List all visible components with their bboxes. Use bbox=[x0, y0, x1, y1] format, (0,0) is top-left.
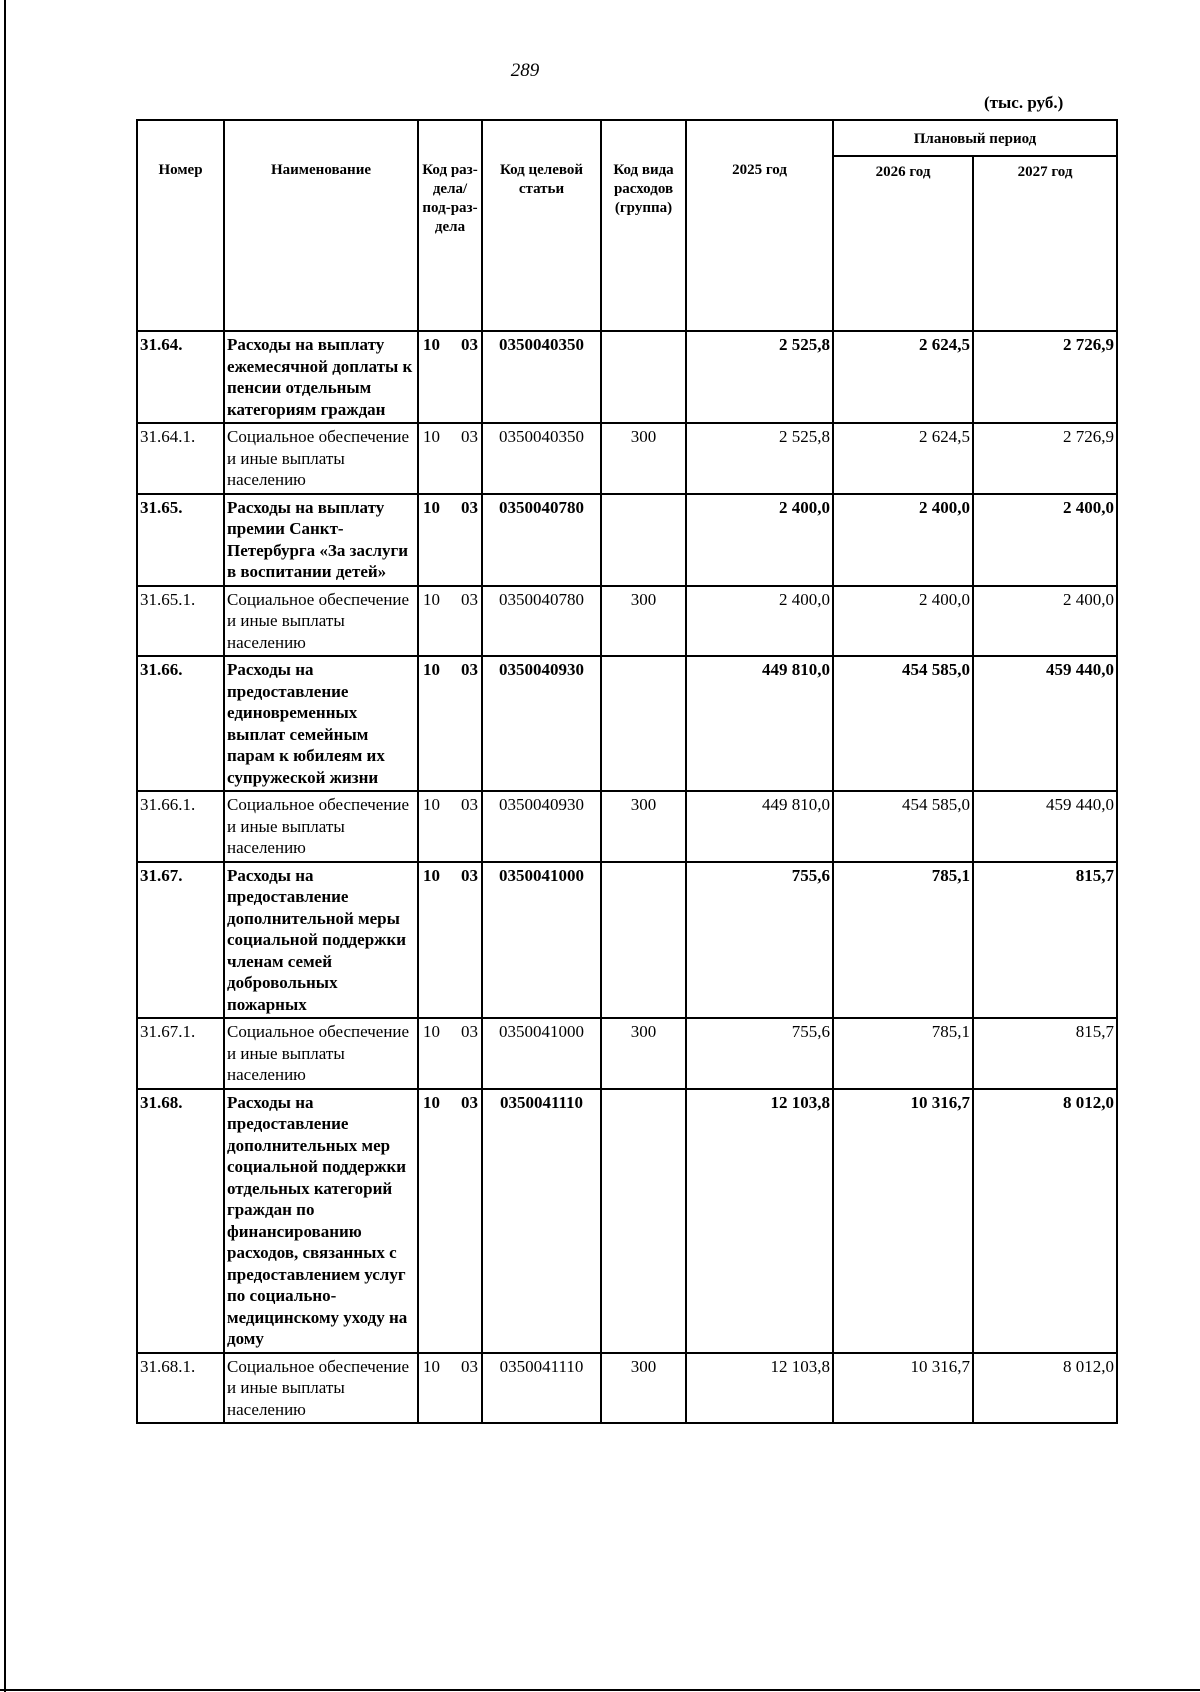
row-subsection-code: 03 bbox=[461, 1092, 478, 1112]
row-section-code: 10 bbox=[423, 1092, 440, 1112]
page-frame-left bbox=[4, 0, 6, 1692]
row-amount-2027: 8 012,0 bbox=[973, 1353, 1117, 1424]
row-expense-type bbox=[601, 862, 686, 1019]
row-name: Расходы на предоставление единовременных выплат семейным парам к юбилеям их супружеской жизни bbox=[224, 656, 418, 791]
header-number: Номер bbox=[137, 120, 224, 331]
table-row bbox=[137, 423, 1117, 494]
row-amount-2025: 12 103,8 bbox=[686, 1089, 833, 1353]
row-expense-type: 300 bbox=[601, 1018, 686, 1089]
row-target-code: 0350041110 bbox=[482, 1353, 601, 1424]
row-section bbox=[418, 586, 482, 657]
table-row bbox=[137, 791, 1117, 862]
row-number: 31.66. bbox=[137, 656, 224, 791]
row-amount-2025: 2 400,0 bbox=[686, 586, 833, 657]
row-subsection-code: 03 bbox=[461, 497, 478, 517]
row-section bbox=[418, 1353, 482, 1424]
table-row bbox=[137, 1353, 1117, 1424]
row-name: Расходы на выплату премии Санкт-Петербурга «За заслуги в воспитании детей» bbox=[224, 494, 418, 586]
row-expense-type bbox=[601, 656, 686, 791]
row-section-code: 10 bbox=[423, 795, 440, 814]
row-expense-type: 300 bbox=[601, 1353, 686, 1424]
row-target-code: 0350040930 bbox=[482, 791, 601, 862]
row-number: 31.65.1. bbox=[137, 586, 224, 657]
row-subsection-code: 03 bbox=[461, 660, 478, 679]
row-subsection-code: 03 bbox=[461, 1356, 478, 1376]
row-amount-2025: 2 525,8 bbox=[686, 423, 833, 494]
row-section-code: 10 bbox=[423, 497, 440, 517]
row-section bbox=[418, 423, 482, 494]
row-amount-2027: 2 400,0 bbox=[973, 494, 1117, 586]
row-expense-type bbox=[601, 494, 686, 586]
page-frame-bottom bbox=[0, 1689, 1200, 1691]
row-amount-2025: 12 103,8 bbox=[686, 1353, 833, 1424]
row-section-code: 10 bbox=[423, 589, 440, 609]
row-expense-type: 300 bbox=[601, 791, 686, 862]
row-section bbox=[418, 656, 482, 791]
row-amount-2027: 459 440,0 bbox=[973, 656, 1117, 791]
row-expense-type: 300 bbox=[601, 423, 686, 494]
row-subsection-code: 03 bbox=[461, 589, 478, 609]
row-section-code: 10 bbox=[423, 335, 440, 354]
row-amount-2026: 785,1 bbox=[833, 1018, 973, 1089]
row-amount-2026: 2 400,0 bbox=[833, 494, 973, 586]
row-amount-2027: 459 440,0 bbox=[973, 791, 1117, 862]
row-amount-2025: 449 810,0 bbox=[686, 656, 833, 791]
row-target-code: 0350040350 bbox=[482, 423, 601, 494]
row-amount-2026: 454 585,0 bbox=[833, 656, 973, 791]
row-number: 31.68.1. bbox=[137, 1353, 224, 1424]
row-amount-2025: 755,6 bbox=[686, 862, 833, 1019]
table-header bbox=[137, 120, 1117, 331]
row-amount-2025: 2 400,0 bbox=[686, 494, 833, 586]
header-year-2026: 2026 год bbox=[833, 156, 973, 331]
row-target-code: 0350040780 bbox=[482, 586, 601, 657]
table-row bbox=[137, 862, 1117, 1019]
budget-table bbox=[136, 119, 1118, 1424]
row-name: Социальное обеспечение и иные выплаты населению bbox=[224, 423, 418, 494]
row-amount-2026: 10 316,7 bbox=[833, 1089, 973, 1353]
row-target-code: 0350040930 bbox=[482, 656, 601, 791]
table-row bbox=[137, 656, 1117, 791]
row-target-code: 0350041000 bbox=[482, 1018, 601, 1089]
row-subsection-code: 03 bbox=[461, 427, 478, 446]
row-section-code: 10 bbox=[423, 660, 440, 679]
row-name: Социальное обеспечение и иные выплаты населению bbox=[224, 1353, 418, 1424]
row-expense-type bbox=[601, 331, 686, 423]
row-number: 31.65. bbox=[137, 494, 224, 586]
header-section-code: Код раз-дела/ под-раз-дела bbox=[418, 120, 482, 331]
row-name: Социальное обеспечение и иные выплаты населению bbox=[224, 1018, 418, 1089]
row-amount-2026: 2 400,0 bbox=[833, 586, 973, 657]
row-section-code: 10 bbox=[423, 865, 440, 885]
table-body bbox=[137, 331, 1117, 1423]
row-name: Расходы на предоставление дополнительной меры социальной поддержки членам семей добровольных пожарных bbox=[224, 862, 418, 1019]
row-subsection-code: 03 bbox=[461, 865, 478, 885]
header-planned-period: Плановый период bbox=[833, 120, 1117, 156]
row-amount-2026: 2 624,5 bbox=[833, 331, 973, 423]
row-amount-2027: 8 012,0 bbox=[973, 1089, 1117, 1353]
row-section bbox=[418, 791, 482, 862]
row-name: Социальное обеспечение и иные выплаты населению bbox=[224, 791, 418, 862]
table-row bbox=[137, 1089, 1117, 1353]
row-name: Расходы на предоставление дополнительных мер социальной поддержки отдельных категорий граждан по финансированию расходов, связанных с предоставлением услуг по социально-медицинскому уходу на дому bbox=[224, 1089, 418, 1353]
row-amount-2027: 2 726,9 bbox=[973, 331, 1117, 423]
row-target-code: 0350040780 bbox=[482, 494, 601, 586]
row-target-code: 0350041110 bbox=[482, 1089, 601, 1353]
row-number: 31.68. bbox=[137, 1089, 224, 1353]
row-amount-2026: 10 316,7 bbox=[833, 1353, 973, 1424]
row-subsection-code: 03 bbox=[461, 1022, 478, 1041]
page-number: 289 bbox=[510, 60, 540, 81]
row-amount-2027: 815,7 bbox=[973, 862, 1117, 1019]
row-amount-2026: 785,1 bbox=[833, 862, 973, 1019]
row-section bbox=[418, 1018, 482, 1089]
row-target-code: 0350040350 bbox=[482, 331, 601, 423]
header-year-2025: 2025 год bbox=[686, 120, 833, 331]
row-amount-2025: 755,6 bbox=[686, 1018, 833, 1089]
table-row bbox=[137, 331, 1117, 423]
row-amount-2027: 815,7 bbox=[973, 1018, 1117, 1089]
table-row bbox=[137, 1018, 1117, 1089]
units-label: (тыс. руб.) bbox=[984, 93, 1064, 112]
table-row bbox=[137, 494, 1117, 586]
row-expense-type bbox=[601, 1089, 686, 1353]
row-section-code: 10 bbox=[423, 427, 440, 446]
row-number: 31.64.1. bbox=[137, 423, 224, 494]
table-row bbox=[137, 586, 1117, 657]
row-name: Расходы на выплату ежемесячной доплаты к пенсии отдельным категориям граждан bbox=[224, 331, 418, 423]
row-name: Социальное обеспечение и иные выплаты населению bbox=[224, 586, 418, 657]
row-amount-2027: 2 726,9 bbox=[973, 423, 1117, 494]
row-number: 31.64. bbox=[137, 331, 224, 423]
row-subsection-code: 03 bbox=[461, 795, 478, 814]
row-section-code: 10 bbox=[423, 1022, 440, 1041]
row-number: 31.67.1. bbox=[137, 1018, 224, 1089]
row-number: 31.67. bbox=[137, 862, 224, 1019]
row-section bbox=[418, 862, 482, 1019]
row-expense-type: 300 bbox=[601, 586, 686, 657]
row-amount-2025: 449 810,0 bbox=[686, 791, 833, 862]
row-target-code: 0350041000 bbox=[482, 862, 601, 1019]
header-year-2027: 2027 год bbox=[973, 156, 1117, 331]
row-amount-2026: 454 585,0 bbox=[833, 791, 973, 862]
row-section bbox=[418, 1089, 482, 1353]
header-name: Наименование bbox=[224, 120, 418, 331]
header-expense-type: Код вида расходов (группа) bbox=[601, 120, 686, 331]
row-amount-2026: 2 624,5 bbox=[833, 423, 973, 494]
row-section-code: 10 bbox=[423, 1356, 440, 1376]
row-amount-2027: 2 400,0 bbox=[973, 586, 1117, 657]
row-subsection-code: 03 bbox=[461, 335, 478, 354]
header-target-code: Код целевой статьи bbox=[482, 120, 601, 331]
row-number: 31.66.1. bbox=[137, 791, 224, 862]
row-amount-2025: 2 525,8 bbox=[686, 331, 833, 423]
row-section bbox=[418, 494, 482, 586]
row-section bbox=[418, 331, 482, 423]
